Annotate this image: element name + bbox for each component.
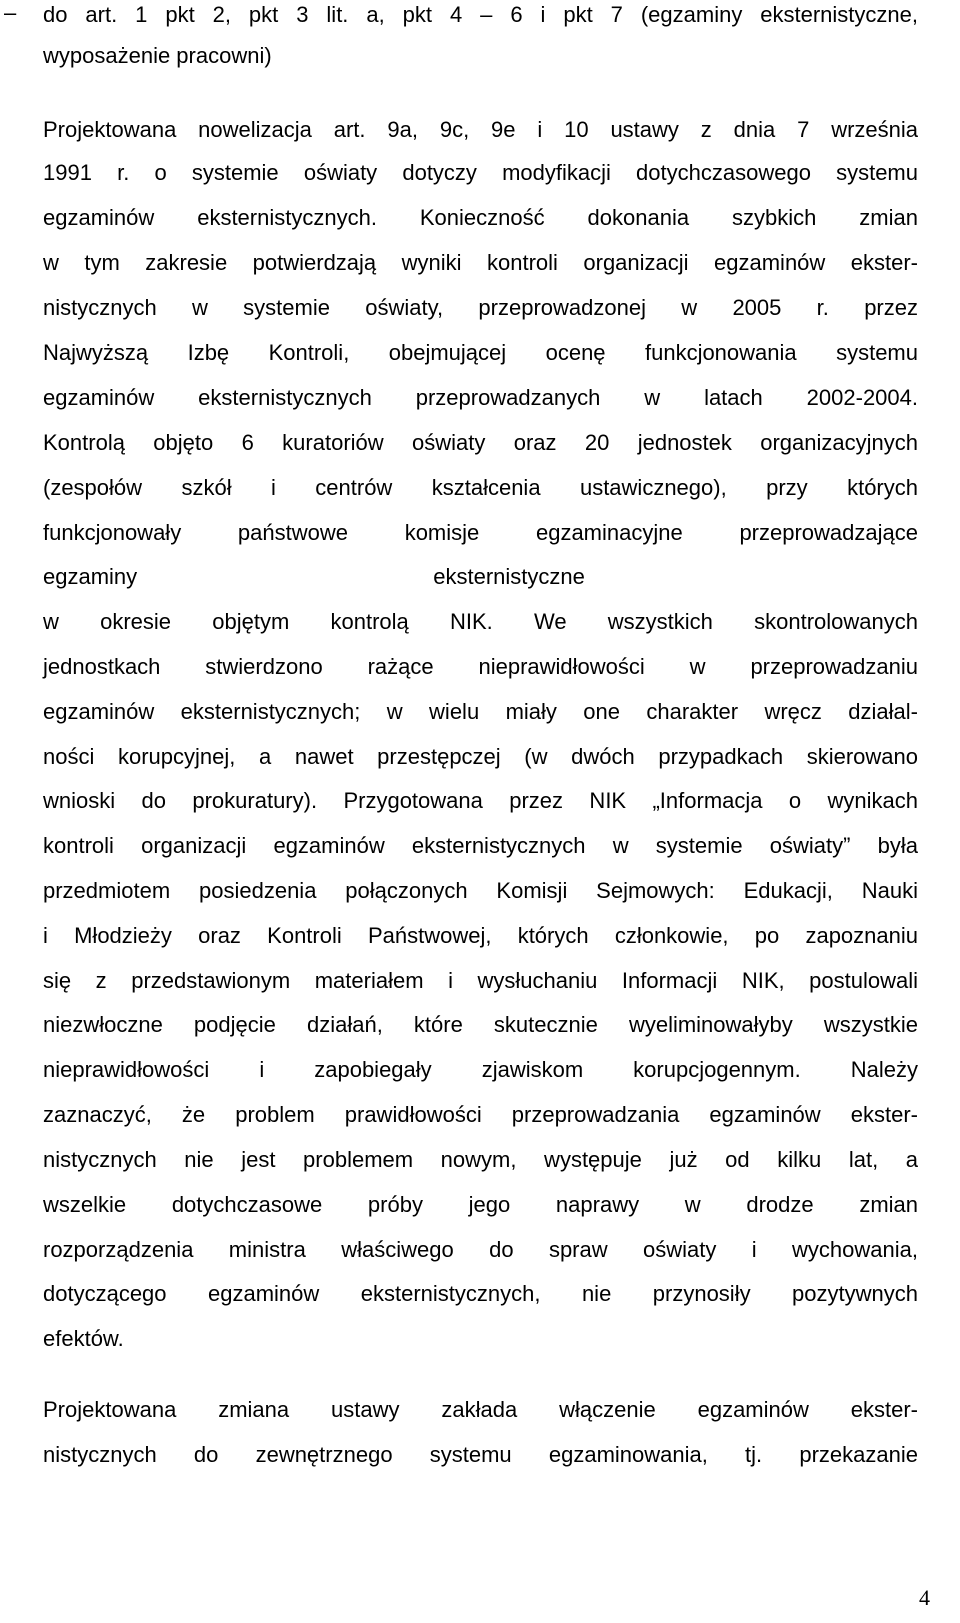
text-line: kontroli organizacji egzaminów eksternistycznych w systemie oświaty” była — [43, 833, 918, 858]
text-line: nieprawidłowości i zapobiegały zjawiskom korupcjogennym. Należy — [43, 1057, 918, 1082]
text-line: wyposażenie pracowni) — [43, 43, 272, 68]
text-line: efektów. — [43, 1326, 124, 1351]
list-dash: – — [4, 0, 17, 25]
text-line: nistycznych nie jest problemem nowym, występuje już od kilku lat, a — [43, 1147, 918, 1172]
text-line: się z przedstawionym materiałem i wysłuchaniu Informacji NIK, postulowali — [43, 968, 918, 993]
text-line: nistycznych do zewnętrznego systemu egzaminowania, tj. przekazanie — [43, 1442, 918, 1467]
text-line: wszelkie dotychczasowe próby jego naprawy w drodze zmian — [43, 1192, 918, 1217]
text-line: egzaminy eksternistyczne — [43, 564, 585, 589]
text-line: (zespołów szkół i centrów kształcenia ustawicznego), przy których — [43, 475, 918, 500]
text-line: ności korupcyjnej, a nawet przestępczej (w dwóch przypadkach skierowano — [43, 744, 918, 769]
text-line: w tym zakresie potwierdzają wyniki kontroli organizacji egzaminów ekster- — [43, 250, 918, 275]
text-line: i Młodzieży oraz Kontroli Państwowej, których członkowie, po zapoznaniu — [43, 923, 918, 948]
text-line: egzaminów eksternistycznych przeprowadzanych w latach 2002-2004. — [43, 385, 918, 410]
text-line: Kontrolą objęto 6 kuratoriów oświaty oraz 20 jednostek organizacyjnych — [43, 430, 918, 455]
text-line: Najwyższą Izbę Kontroli, obejmującej ocenę funkcjonowania systemu — [43, 340, 918, 365]
text-line: dotyczącego egzaminów eksternistycznych, nie przynosiły pozytywnych — [43, 1281, 918, 1306]
text-line: 1991 r. o systemie oświaty dotyczy modyfikacji dotychczasowego systemu — [43, 160, 918, 185]
page-number: 4 — [919, 1585, 930, 1610]
text-line: rozporządzenia ministra właściwego do spraw oświaty i wychowania, — [43, 1237, 918, 1262]
text-line: Projektowana zmiana ustawy zakłada włączenie egzaminów ekster- — [43, 1397, 918, 1422]
text-line: Projektowana nowelizacja art. 9a, 9c, 9e i 10 ustawy z dnia 7 września — [43, 117, 918, 142]
text-line: funkcjonowały państwowe komisje egzaminacyjne przeprowadzające — [43, 520, 918, 545]
text-line: egzaminów eksternistycznych; w wielu miały one charakter wręcz działal- — [43, 699, 918, 724]
text-line: przedmiotem posiedzenia połączonych Komisji Sejmowych: Edukacji, Nauki — [43, 878, 918, 903]
text-line: egzaminów eksternistycznych. Konieczność dokonania szybkich zmian — [43, 205, 918, 230]
text-line: wnioski do prokuratury). Przygotowana przez NIK „Informacja o wynikach — [43, 788, 918, 813]
text-line: do art. 1 pkt 2, pkt 3 lit. a, pkt 4 – 6 i pkt 7 (egzaminy eksternistyczne, — [43, 2, 918, 27]
text-line: w okresie objętym kontrolą NIK. We wszystkich skontrolowanych — [43, 609, 918, 634]
text-line: jednostkach stwierdzono rażące nieprawidłowości w przeprowadzaniu — [43, 654, 918, 679]
text-line: niezwłoczne podjęcie działań, które skutecznie wyeliminowałyby wszystkie — [43, 1012, 918, 1037]
text-line: zaznaczyć, że problem prawidłowości przeprowadzania egzaminów ekster- — [43, 1102, 918, 1127]
text-line: nistycznych w systemie oświaty, przeprowadzonej w 2005 r. przez — [43, 295, 918, 320]
